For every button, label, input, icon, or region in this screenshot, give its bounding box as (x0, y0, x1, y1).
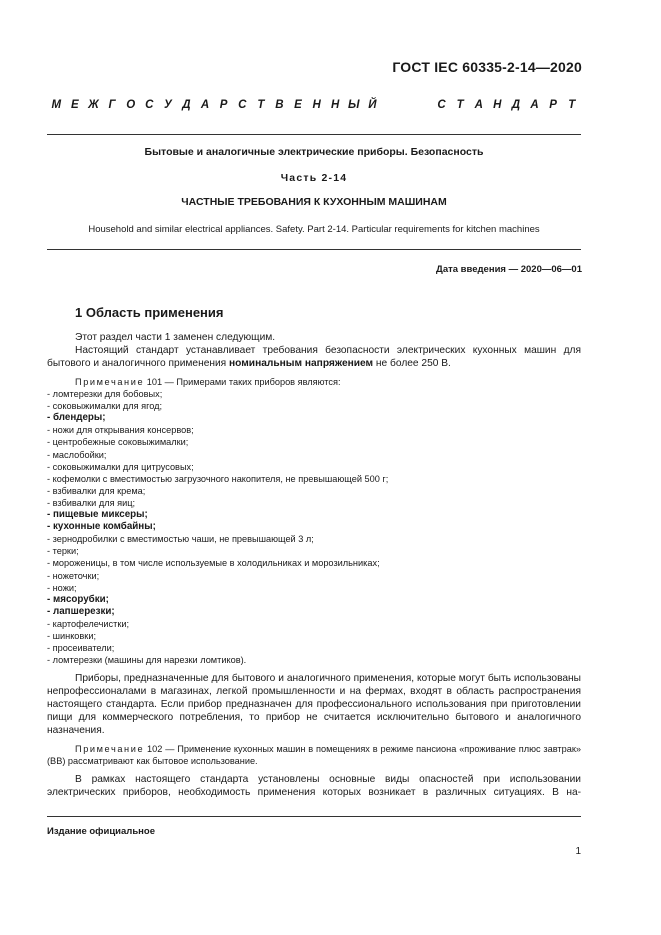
example-item: - терки; (47, 546, 79, 557)
section-heading: 1 Область применения (75, 305, 224, 320)
standard-category (47, 99, 581, 111)
note-101-text: 101 — Примерами таких приборов являются: (146, 377, 341, 387)
category-letter: Н (312, 99, 321, 111)
category-letter: Р (219, 99, 228, 111)
example-item: - ломтерезки для бобовых; (47, 389, 163, 400)
example-item: - кофемолки с вместимостью загрузочного накопителя, не превышающей 500 г; (47, 473, 389, 484)
effective-date: Дата введения — 2020—06—01 (436, 264, 582, 275)
example-item: - ножи; (47, 582, 77, 593)
category-letter: Д (182, 99, 191, 111)
example-item: - взбивалки для яиц; (47, 497, 136, 508)
example-item: - лапшерезки; (47, 605, 115, 617)
category-letter: А (474, 99, 483, 111)
edition-label: Издание официальное (47, 826, 155, 837)
example-item: - картофелечистки; (47, 618, 130, 629)
paragraph-1: Этот раздел части 1 заменен следующим. (75, 332, 276, 343)
divider-bottom (47, 816, 581, 817)
paragraph-2-end: не более 250 В. (373, 358, 451, 369)
standard-number: ГОСТ IEC 60335-2-14—2020 (392, 59, 582, 75)
title-english: Household and similar electrical appliances. Safety. Part 2-14. Particular requirements for kitchen machines (88, 224, 540, 235)
example-item: - мороженицы, в том числе используемые в холодильниках и морозильниках; (47, 558, 380, 569)
category-letter: О (126, 99, 136, 111)
part-title: ЧАСТНЫЕ ТРЕБОВАНИЯ К КУХОННЫМ МАШИНАМ (181, 196, 447, 208)
category-letter: Й (368, 99, 377, 111)
example-item: - кухонные комбайны; (47, 521, 156, 533)
category-letter: Ы (348, 99, 360, 111)
example-item: - просеиватели; (47, 643, 115, 654)
example-item: - ножеточки; (47, 570, 100, 581)
category-letter: Т (456, 99, 464, 111)
title-russian: Бытовые и аналогичные электрические приборы. Безопасность (144, 146, 484, 158)
example-item: - блендеры; (47, 412, 106, 424)
category-letter: М (51, 99, 62, 111)
category-letter: Г (108, 99, 116, 111)
category-word-1 (47, 99, 382, 111)
part-number: Часть 2-14 (280, 172, 348, 184)
category-letter: В (275, 99, 284, 111)
category-letter: Е (71, 99, 79, 111)
paragraph-2 (47, 344, 581, 370)
example-item: - соковыжималки для цитрусовых; (47, 461, 194, 472)
paragraph-3: Приборы, предназначенные для бытового и аналогичного применения, которые могут быть использованы непрофессионалами в магазинах, легкой промышленности и на фермах, входят в область распространения настоящего стандарта. Если прибор предназначен для профессионального использования при приготовлении пищи для коммерческого потребления, то прибор не считается исключительно бытового и аналогичного назначения. (47, 673, 581, 737)
note-101-label: Примечание (75, 377, 145, 387)
example-item: - ломтерезки (машины для нарезки ломтиков). (47, 655, 247, 666)
appliance-examples-list (47, 388, 581, 666)
category-letter: Н (331, 99, 340, 111)
category-letter: У (163, 99, 172, 111)
note-101 (47, 376, 581, 388)
example-item: - шинковки; (47, 630, 97, 641)
note-102-label: Примечание (75, 744, 145, 755)
note-102-text: 102 — Применение кухонных машин в помещениях в режиме пансиона «проживание плюс завтрак» (BB) рассматривают как бытовое использование. (47, 744, 581, 767)
category-letter: А (200, 99, 210, 111)
example-item: - пищевые миксеры; (47, 509, 148, 521)
divider-top (47, 134, 581, 135)
section-body (47, 331, 581, 799)
term-rated-voltage: номинальным напряжением (229, 358, 374, 369)
note-102 (47, 743, 581, 767)
example-item: - маслобойки; (47, 449, 107, 460)
example-item: - взбивалки для крема; (47, 485, 146, 496)
example-item: - мясорубки; (47, 593, 109, 605)
example-item: - центробежные соковыжималки; (47, 437, 189, 448)
category-letter: Т (568, 99, 576, 111)
category-letter: А (530, 99, 539, 111)
category-word-2 (432, 99, 581, 111)
category-letter: С (145, 99, 154, 111)
category-letter: Д (511, 99, 521, 111)
page-number: 1 (575, 846, 581, 857)
category-letter: С (238, 99, 247, 111)
category-letter: С (437, 99, 446, 111)
divider-middle (47, 249, 581, 250)
category-letter: Н (493, 99, 502, 111)
category-letter: Ж (88, 99, 99, 111)
paragraph-4: В рамках настоящего стандарта установлены основные виды опасностей при использовании электрических приборов, необходимость применения которых возникает в различных ситуациях. В на- (47, 774, 581, 799)
category-letter: Т (257, 99, 265, 111)
category-letter: Е (294, 99, 302, 111)
category-letter: Р (549, 99, 557, 111)
paragraph-2-start: Настоящий стандарт устанавливает требования безопасности электрических кухонных машин для бытового и аналогичного применения (47, 345, 581, 369)
example-item: - ножи для открывания консервов; (47, 425, 194, 436)
example-item: - соковыжималки для ягод; (47, 401, 163, 412)
example-item: - зернодробилки с вместимостью чаши, не превышающей 3 л; (47, 534, 314, 545)
